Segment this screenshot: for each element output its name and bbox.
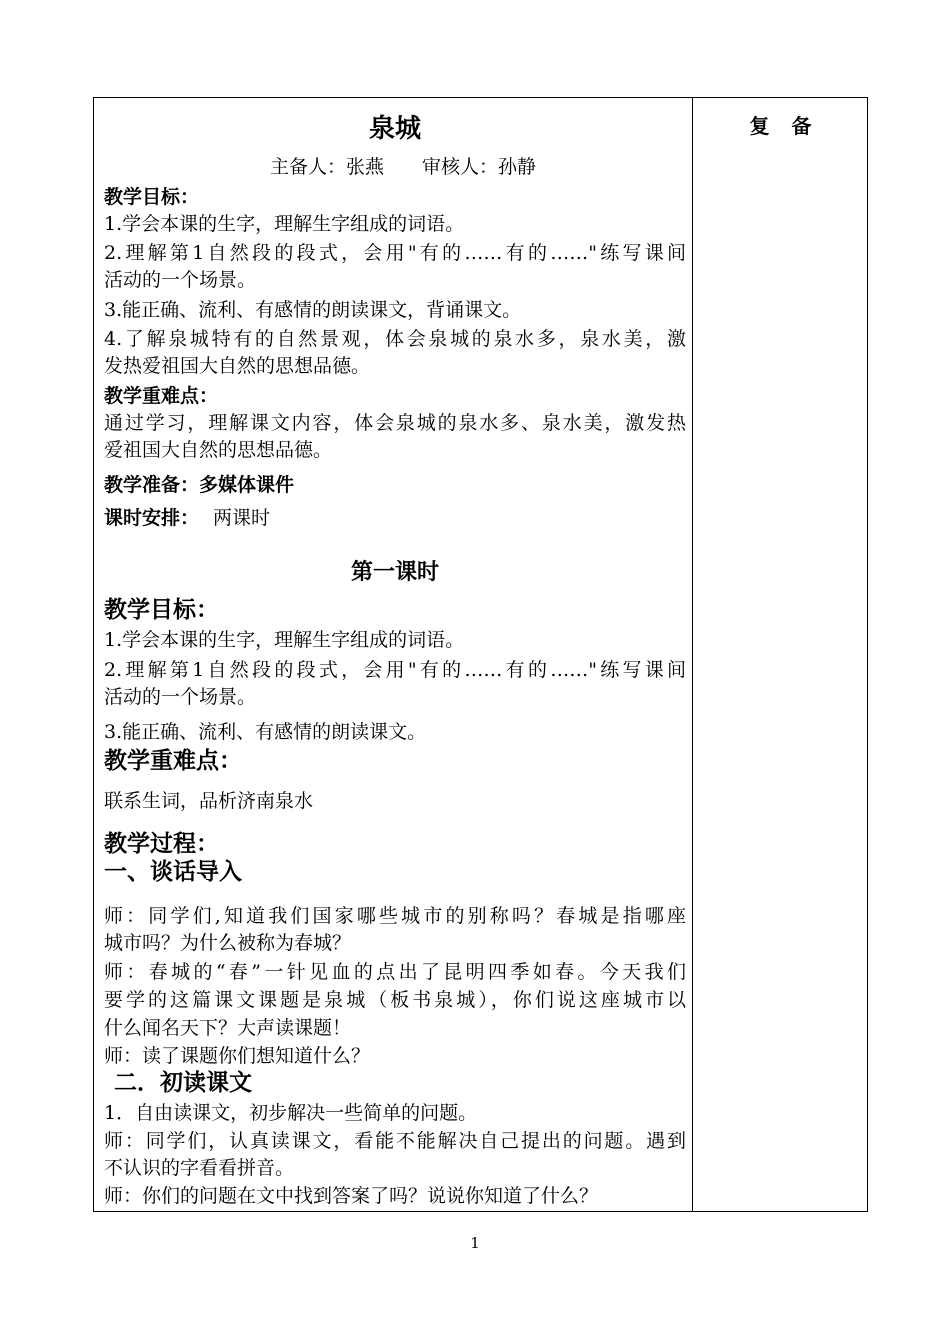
l1-objectives-heading: 教学目标： (104, 597, 219, 623)
objective-line: 活动的一个场景。 (104, 269, 257, 291)
section1-line: 城市吗？为什么被称为春城？ (104, 932, 352, 954)
section2-line: 师：同学们，认真读课文，看能不能解决自己提出的问题。遇到 (104, 1130, 686, 1152)
lesson-plan-table (93, 97, 868, 1212)
l1-difficulty-heading: 教学重难点： (104, 748, 242, 774)
objective-line: 2.理解第1自然段的段式，会用"有的……有的……"练写课间 (104, 242, 686, 264)
side-column (694, 98, 867, 1211)
difficulty-line: 爱祖国大自然的思想品德。 (104, 439, 333, 461)
l1-objective-line: 3.能正确、流利、有感情的朗读课文。 (104, 721, 427, 743)
section1-line: 师：读了课题你们想知道什么？ (104, 1045, 371, 1067)
objective-line: 发热爱祖国大自然的思想品德。 (104, 355, 371, 377)
objective-line: 1.学会本课的生字，理解生字组成的词语。 (104, 213, 465, 235)
section2-line: 师：你们的问题在文中找到答案了吗？说说你知道了什么？ (104, 1185, 599, 1207)
difficulty-heading: 教学重难点： (104, 385, 219, 407)
section1-heading: 一、谈话导入 (104, 859, 242, 885)
prep-line: 教学准备：多媒体课件 (104, 474, 295, 496)
section2-line: 1．自由读课文，初步解决一些简单的问题。 (104, 1102, 478, 1124)
lesson1-title: 第一课时 (350, 560, 439, 585)
difficulty-line: 通过学习，理解课文内容，体会泉城的泉水多、泉水美，激发热 (104, 412, 686, 434)
l1-objective-line: 1.学会本课的生字，理解生字组成的词语。 (104, 629, 465, 651)
section1-line: 师：春城的“春”一针见血的点出了昆明四季如春。今天我们 (104, 961, 686, 983)
objective-line: 3.能正确、流利、有感情的朗读课文，背诵课文。 (104, 299, 522, 321)
document-title: 泉城 (368, 114, 421, 144)
section2-line: 不认识的字看看拼音。 (104, 1157, 295, 1179)
section2-heading: 二．初读课文 (114, 1070, 252, 1096)
section1-line: 什么闻名天下？大声读课题！ (104, 1017, 352, 1039)
objectives-heading: 教学目标： (104, 186, 200, 208)
l1-objective-line: 活动的一个场景。 (104, 686, 257, 708)
section1-line: 师：同学们,知道我们国家哪些城市的别称吗？春城是指哪座 (104, 905, 686, 927)
l1-difficulty-line: 联系生词，品析济南泉水 (104, 790, 314, 812)
objective-line: 4.了解泉城特有的自然景观，体会泉城的泉水多，泉水美，激 (104, 328, 686, 350)
side-header: 复备 (749, 114, 834, 138)
process-heading: 教学过程： (104, 831, 219, 857)
l1-objective-line: 2.理解第1自然段的段式，会用"有的……有的……"练写课间 (104, 659, 686, 681)
schedule-line (104, 506, 686, 530)
schedule-label: 课时安排： (104, 507, 200, 529)
page-number: 1 (470, 1234, 480, 1252)
main-column (104, 98, 686, 1211)
section1-line: 要学的这篇课文课题是泉城（板书泉城），你们说这座城市以 (104, 989, 686, 1011)
authors-line: 主备人：张燕 审核人：孙静 (269, 156, 536, 178)
column-divider (692, 98, 693, 1211)
schedule-value: 两课时 (213, 507, 271, 529)
